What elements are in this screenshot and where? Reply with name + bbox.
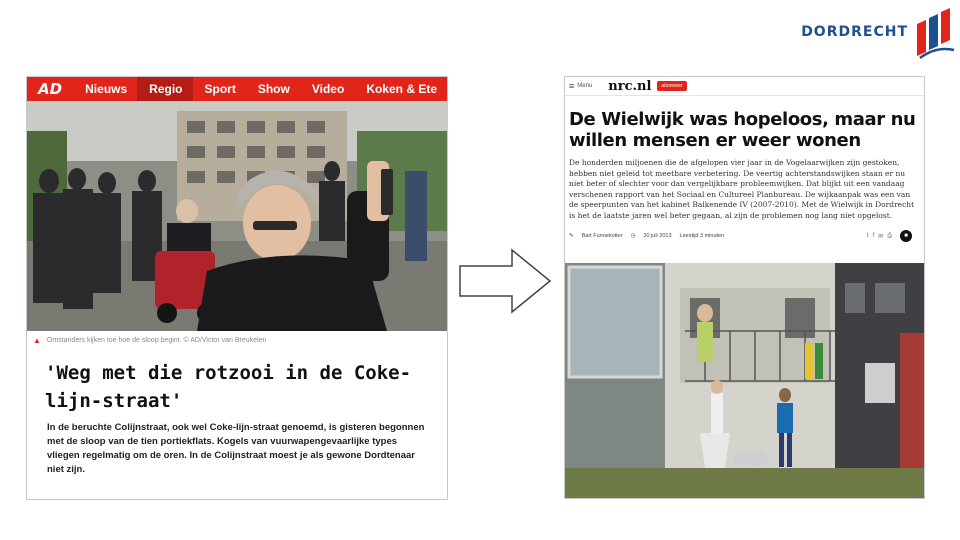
twitter-icon[interactable]: t (866, 232, 869, 239)
nrc-menu-label[interactable]: Menu (577, 83, 593, 89)
author-icon: ✎ (569, 233, 574, 239)
nrc-article-screenshot (564, 76, 925, 499)
ad-nav-item-sport[interactable]: Sport (204, 82, 236, 96)
ad-navbar (27, 77, 447, 101)
ad-nav-item-koken-ete[interactable]: Koken & Ete (366, 82, 437, 96)
nrc-reading-time: Leestijd 3 minuten (679, 233, 725, 239)
ad-headline: 'Weg met die rotzooi in de Coke-lijn-straat' (45, 362, 412, 412)
nrc-intro-text: De honderden miljoenen die de afgelopen vier jaar in de Vogelaarwijken zijn gestoken, hebben niet geleid tot meetbare verbetering. De veertig achterstandswijken staan er nu niet beter of slechter voor dan vergelijkbare probleemwijken. Dat blijkt uit een vandaag verschenen rapport van het Sociaal en Cultureel Planbureau. De wijkaanpak was een van de speerpunten van het kabinet Balkenende IV (2007-2010). Met de Wielwijk in Dordrecht is het de laatste jaren wel beter gegaan, al zijn de problemen nog lang niet opgelost. (569, 158, 915, 220)
nrc-article-meta (565, 221, 924, 245)
right-arrow-icon (458, 248, 552, 314)
ad-menu (73, 77, 447, 101)
nrc-headline: De Wielwijk was hopeloos, maar nu willen mensen er weer wonen (569, 109, 916, 151)
dordrecht-flag-icon (914, 6, 956, 62)
nrc-article-photo (565, 263, 924, 498)
ad-article-photo (27, 101, 447, 331)
dordrecht-logo (801, 4, 956, 64)
ad-logo[interactable]: AD (38, 80, 63, 98)
hamburger-menu-icon[interactable]: ≡ (569, 81, 575, 91)
ad-article-screenshot (26, 76, 448, 500)
facebook-icon[interactable]: f (872, 232, 875, 239)
print-icon[interactable]: ⎙ (887, 232, 892, 239)
ad-nav-item-show[interactable]: Show (257, 82, 290, 96)
clock-icon: ◷ (630, 233, 636, 239)
nrc-topbar (565, 77, 924, 96)
ad-photo-caption (27, 331, 447, 349)
caption-triangle-icon: ▲ (33, 335, 41, 345)
nrc-date: 30 juli 2013 (643, 233, 672, 239)
nrc-author[interactable]: Bart Funnekotter (581, 233, 623, 239)
brand-name: DORDRECHT (801, 24, 908, 40)
ad-nav-item-nieuws[interactable]: Nieuws (85, 82, 128, 96)
ad-nav-item-video[interactable]: Video (311, 82, 345, 96)
bookmark-button[interactable]: ■ (900, 230, 912, 242)
ad-lead-text: In de beruchte Colijnstraat, ook wel Coke-lijn-straat genoemd, is gisteren begonnen met de sloop van de tien portiekflats. Kogels van vuurwapengevaarlijke types vliegen regelmatig om de oren. In de Colijnstraat moest je als gewone Dordtenaar niet zijn. (47, 422, 425, 475)
share-buttons (867, 233, 892, 240)
nrc-logo[interactable]: nrc.nl (608, 78, 652, 94)
ad-caption-text: Omstanders kijken toe hoe de sloop begint. © AD/Victor van Breukelen (46, 336, 267, 344)
ad-nav-item-regio[interactable]: Regio (137, 77, 192, 101)
subscribe-badge[interactable]: abonneer (657, 81, 686, 91)
email-icon[interactable]: ✉ (878, 233, 884, 240)
